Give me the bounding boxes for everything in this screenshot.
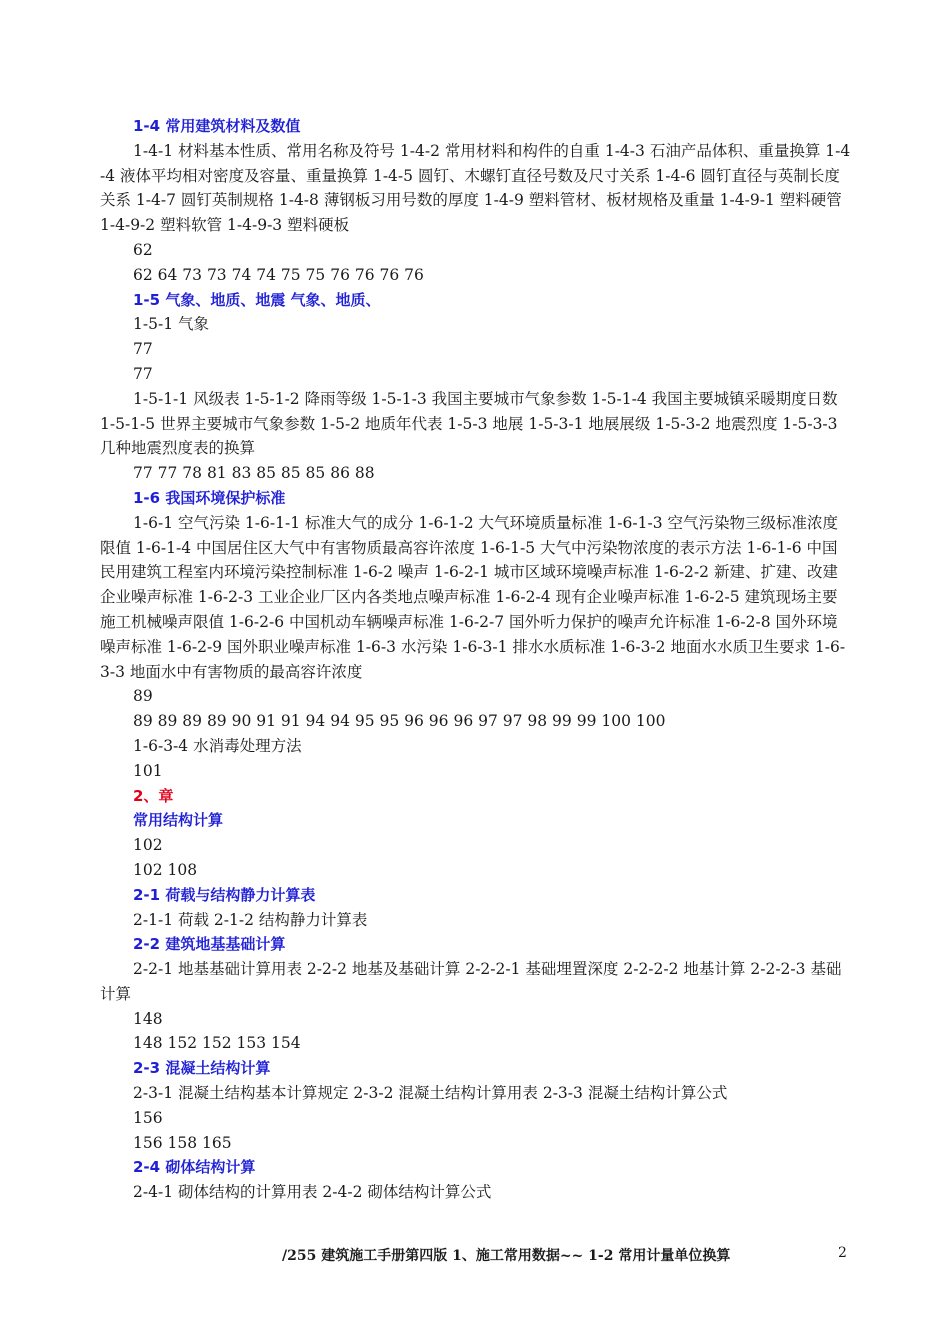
section-heading: 1-4 常用建筑材料及数值	[133, 117, 301, 135]
toc-line: 77	[133, 364, 153, 383]
toc-line: 156	[133, 1108, 163, 1127]
toc-line: 2-3-1 混凝土结构基本计算规定 2-3-2 混凝土结构计算用表 2-3-3 混凝土结构计算公式	[133, 1084, 728, 1103]
section-heading: 2-1 荷载与结构静力计算表	[133, 885, 316, 904]
toc-line: 62	[133, 240, 153, 259]
chapter-heading: 2、章	[133, 786, 174, 805]
toc-line: 102 108	[133, 860, 198, 879]
toc-line: 156 158 165	[133, 1133, 232, 1152]
footer-title: /255 建筑施工手册第四版 1、施工常用数据~~ 1-2 常用计量单位换算	[282, 1248, 731, 1264]
toc-line: 1-6-3-4 水消毒处理方法	[133, 736, 302, 755]
page-footer	[0, 1245, 950, 1267]
toc-line: 89 89 89 89 90 91 91 94 94 95 95 96 96 96 97 97 98 99 99 100 100	[133, 712, 666, 731]
toc-line: 148	[133, 1009, 163, 1028]
toc-line: 89	[133, 687, 153, 706]
toc-line: 77 77 78 81 83 85 85 85 86 88	[133, 464, 375, 483]
toc-line: 148 152 152 153 154	[133, 1034, 301, 1053]
section-heading: 1-5 气象、地质、地震 气象、地质、	[133, 290, 381, 309]
toc-paragraph: 1-4-1 材料基本性质、常用名称及符号 1-4-2 常用材料和构件的自重 1-4-3 石油产品体积、重量换算 1-4-4 液体平均相对密度及容量、重量换算 1-4-5 圆钉、木螺钉直径号数及尺寸关系 1-4-6 圆钉直径与英制长度关系 1-4-7 圆钉英制规格 1-4-8 薄钢板习用号数的厚度 1-4-9 塑料管材、板材规格及重量 1-4-9-1 塑料硬管 1-4-9-2 塑料软管 1-4-9-3 塑料硬板	[100, 141, 851, 235]
section-heading: 1-6 我国环境保护标准	[133, 488, 286, 507]
toc-line: 102	[133, 836, 163, 855]
section-heading: 常用结构计算	[133, 811, 224, 830]
section-heading: 2-3 混凝土结构计算	[133, 1059, 271, 1078]
toc-paragraph: 1-6-1 空气污染 1-6-1-1 标准大气的成分 1-6-1-2 大气环境质量标准 1-6-1-3 空气污染物三级标准浓度限值 1-6-1-4 中国居住区大气中有害物质最高容许浓度 1-6-1-5 大气中污染物浓度的表示方法 1-6-1-6 中国民用建筑工程室内环境污染控制标准 1-6-2 噪声 1-6-2-1 城市区域环境噪声标准 1-6-2-2 新建、扩建、改建企业噪声标准 1-6-2-3 工业企业厂区内各类地点噪声标准 1-6-2-4 现有企业噪声标准 1-6-2-5 建筑现场主要施工机械噪声限值 1-6-2-6 中国机动车辆噪声标准 1-6-2-7 国外听力保护的噪声允许标准 1-6-2-8 国外环境噪声标准 1-6-2-9 国外职业噪声标准 1-6-3 水污染 1-6-3-1 排水水质标准 1-6-3-2 地面水水质卫生要求 1-6-3-3 地面水中有害物质的最高容许浓度	[100, 513, 846, 681]
document-body	[100, 114, 852, 1205]
toc-paragraph: 2-2-1 地基基础计算用表 2-2-2 地基及基础计算 2-2-2-1 基础埋置深度 2-2-2-2 地基计算 2-2-2-3 基础计算	[100, 960, 842, 1003]
page-number: 2	[838, 1245, 847, 1261]
toc-line: 101	[133, 761, 163, 780]
toc-line: 1-5-1 气象	[133, 315, 209, 334]
toc-line: 2-1-1 荷载 2-1-2 结构静力计算表	[133, 910, 368, 929]
section-heading: 2-4 砌体结构计算	[133, 1158, 256, 1177]
toc-line: 2-4-1 砌体结构的计算用表 2-4-2 砌体结构计算公式	[133, 1183, 492, 1202]
toc-paragraph: 1-5-1-1 风级表 1-5-1-2 降雨等级 1-5-1-3 我国主要城市气象参数 1-5-1-4 我国主要城镇采暖期度日数 1-5-1-5 世界主要城市气象参数 1-5-2 地质年代表 1-5-3 地展 1-5-3-1 地展展级 1-5-3-2 地震烈度 1-5-3-3 几种地震烈度表的换算	[100, 389, 838, 458]
toc-line: 62 64 73 73 74 74 75 75 76 76 76 76	[133, 265, 424, 284]
section-heading: 2-2 建筑地基基础计算	[133, 935, 286, 954]
toc-line: 77	[133, 340, 153, 359]
